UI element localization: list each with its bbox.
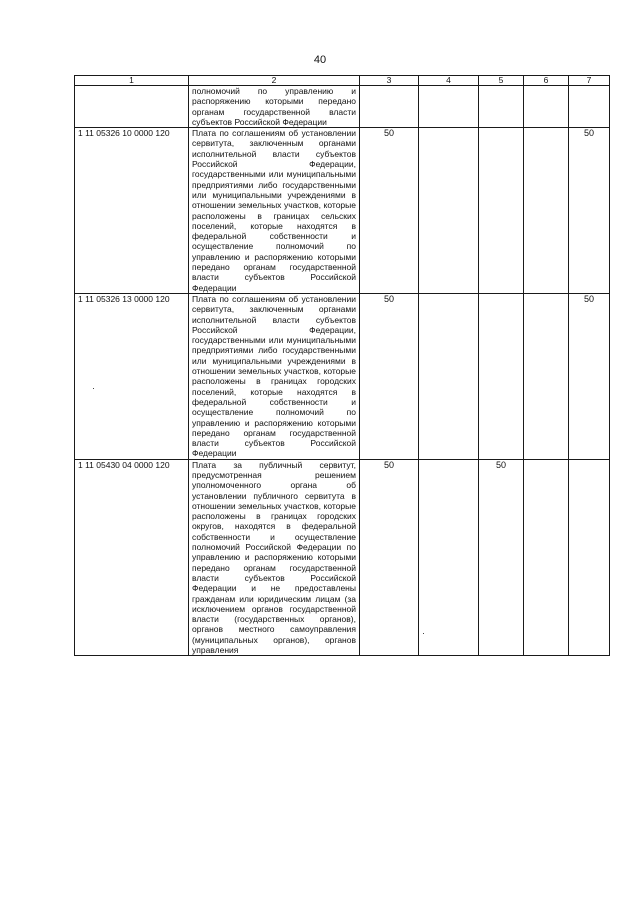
table-row	[75, 293, 610, 459]
revenue-description-cell: полномочий по управлению и распоряжению которыми передано органам государственной власти субъектов Российской Федерации	[189, 86, 360, 128]
budget-revenue-table	[74, 75, 610, 656]
revenue-description-cell: Плата за публичный сервитут, предусмотренная решением уполномоченного органа об установлении публичного сервитута в отношении земельных участков, которые расположены в границах городских округов, находятся в федеральной собственности и осуществление полномочий Российской Федерации по управлению и распоряжению которыми передано органам государственной власти субъектов Российской Федерации и не предоставлены гражданам или юридическим лицам (за исключением органов государственной власти (государственных органов), органов местного самоуправления (муниципальных органов), органов управления	[189, 459, 360, 656]
revenue-code-cell: 1 11 05326 13 0000 120	[75, 293, 189, 459]
scan-speck	[93, 388, 94, 389]
value-cell-col7: 50	[569, 128, 610, 294]
value-cell-col6	[524, 128, 569, 294]
value-cell-col6	[524, 459, 569, 656]
page-number: 40	[313, 54, 327, 66]
column-header-6: 6	[524, 76, 569, 86]
scan-speck	[423, 633, 424, 634]
column-header-2: 2	[189, 76, 360, 86]
value-cell-col3: 50	[360, 128, 419, 294]
value-cell-col5	[479, 293, 524, 459]
value-cell-col4	[419, 86, 479, 128]
table-row	[75, 86, 610, 128]
column-header-1: 1	[75, 76, 189, 86]
value-cell-col7: 50	[569, 293, 610, 459]
value-cell-col7	[569, 86, 610, 128]
value-cell-col4	[419, 459, 479, 656]
value-cell-col6	[524, 293, 569, 459]
revenue-code-cell: 1 11 05430 04 0000 120	[75, 459, 189, 656]
column-header-4: 4	[419, 76, 479, 86]
value-cell-col5: 50	[479, 459, 524, 656]
revenue-description-cell: Плата по соглашениям об установлении сервитута, заключенным органами исполнительной власти субъектов Российской Федерации, государственными или муниципальными предприятиями либо государственными или муниципальными учреждениями в отношении земельных участков, которые расположены в границах сельских поселений, которые находятся в федеральной собственности и осуществление полномочий по управлению и распоряжению которыми передано органам государственной власти субъектов Российской Федерации	[189, 128, 360, 294]
table-row	[75, 459, 610, 656]
value-cell-col3: 50	[360, 459, 419, 656]
value-cell-col5	[479, 128, 524, 294]
value-cell-col5	[479, 86, 524, 128]
value-cell-col6	[524, 86, 569, 128]
revenue-code-cell: 1 11 05326 10 0000 120	[75, 128, 189, 294]
value-cell-col3	[360, 86, 419, 128]
column-header-7: 7	[569, 76, 610, 86]
value-cell-col3: 50	[360, 293, 419, 459]
value-cell-col4	[419, 128, 479, 294]
revenue-description-cell: Плата по соглашениям об установлении сервитута, заключенным органами исполнительной власти субъектов Российской Федерации, государственными или муниципальными предприятиями либо государственными или муниципальными учреждениями в отношении земельных участков, которые расположены в границах городских поселений, которые находятся в федеральной собственности и осуществление полномочий по управлению и распоряжению которыми передано органам государственной власти субъектов Российской Федерации	[189, 293, 360, 459]
value-cell-col7	[569, 459, 610, 656]
revenue-code-cell	[75, 86, 189, 128]
column-number-header-row	[75, 76, 610, 86]
value-cell-col4	[419, 293, 479, 459]
table-row	[75, 128, 610, 294]
column-header-5: 5	[479, 76, 524, 86]
column-header-3: 3	[360, 76, 419, 86]
